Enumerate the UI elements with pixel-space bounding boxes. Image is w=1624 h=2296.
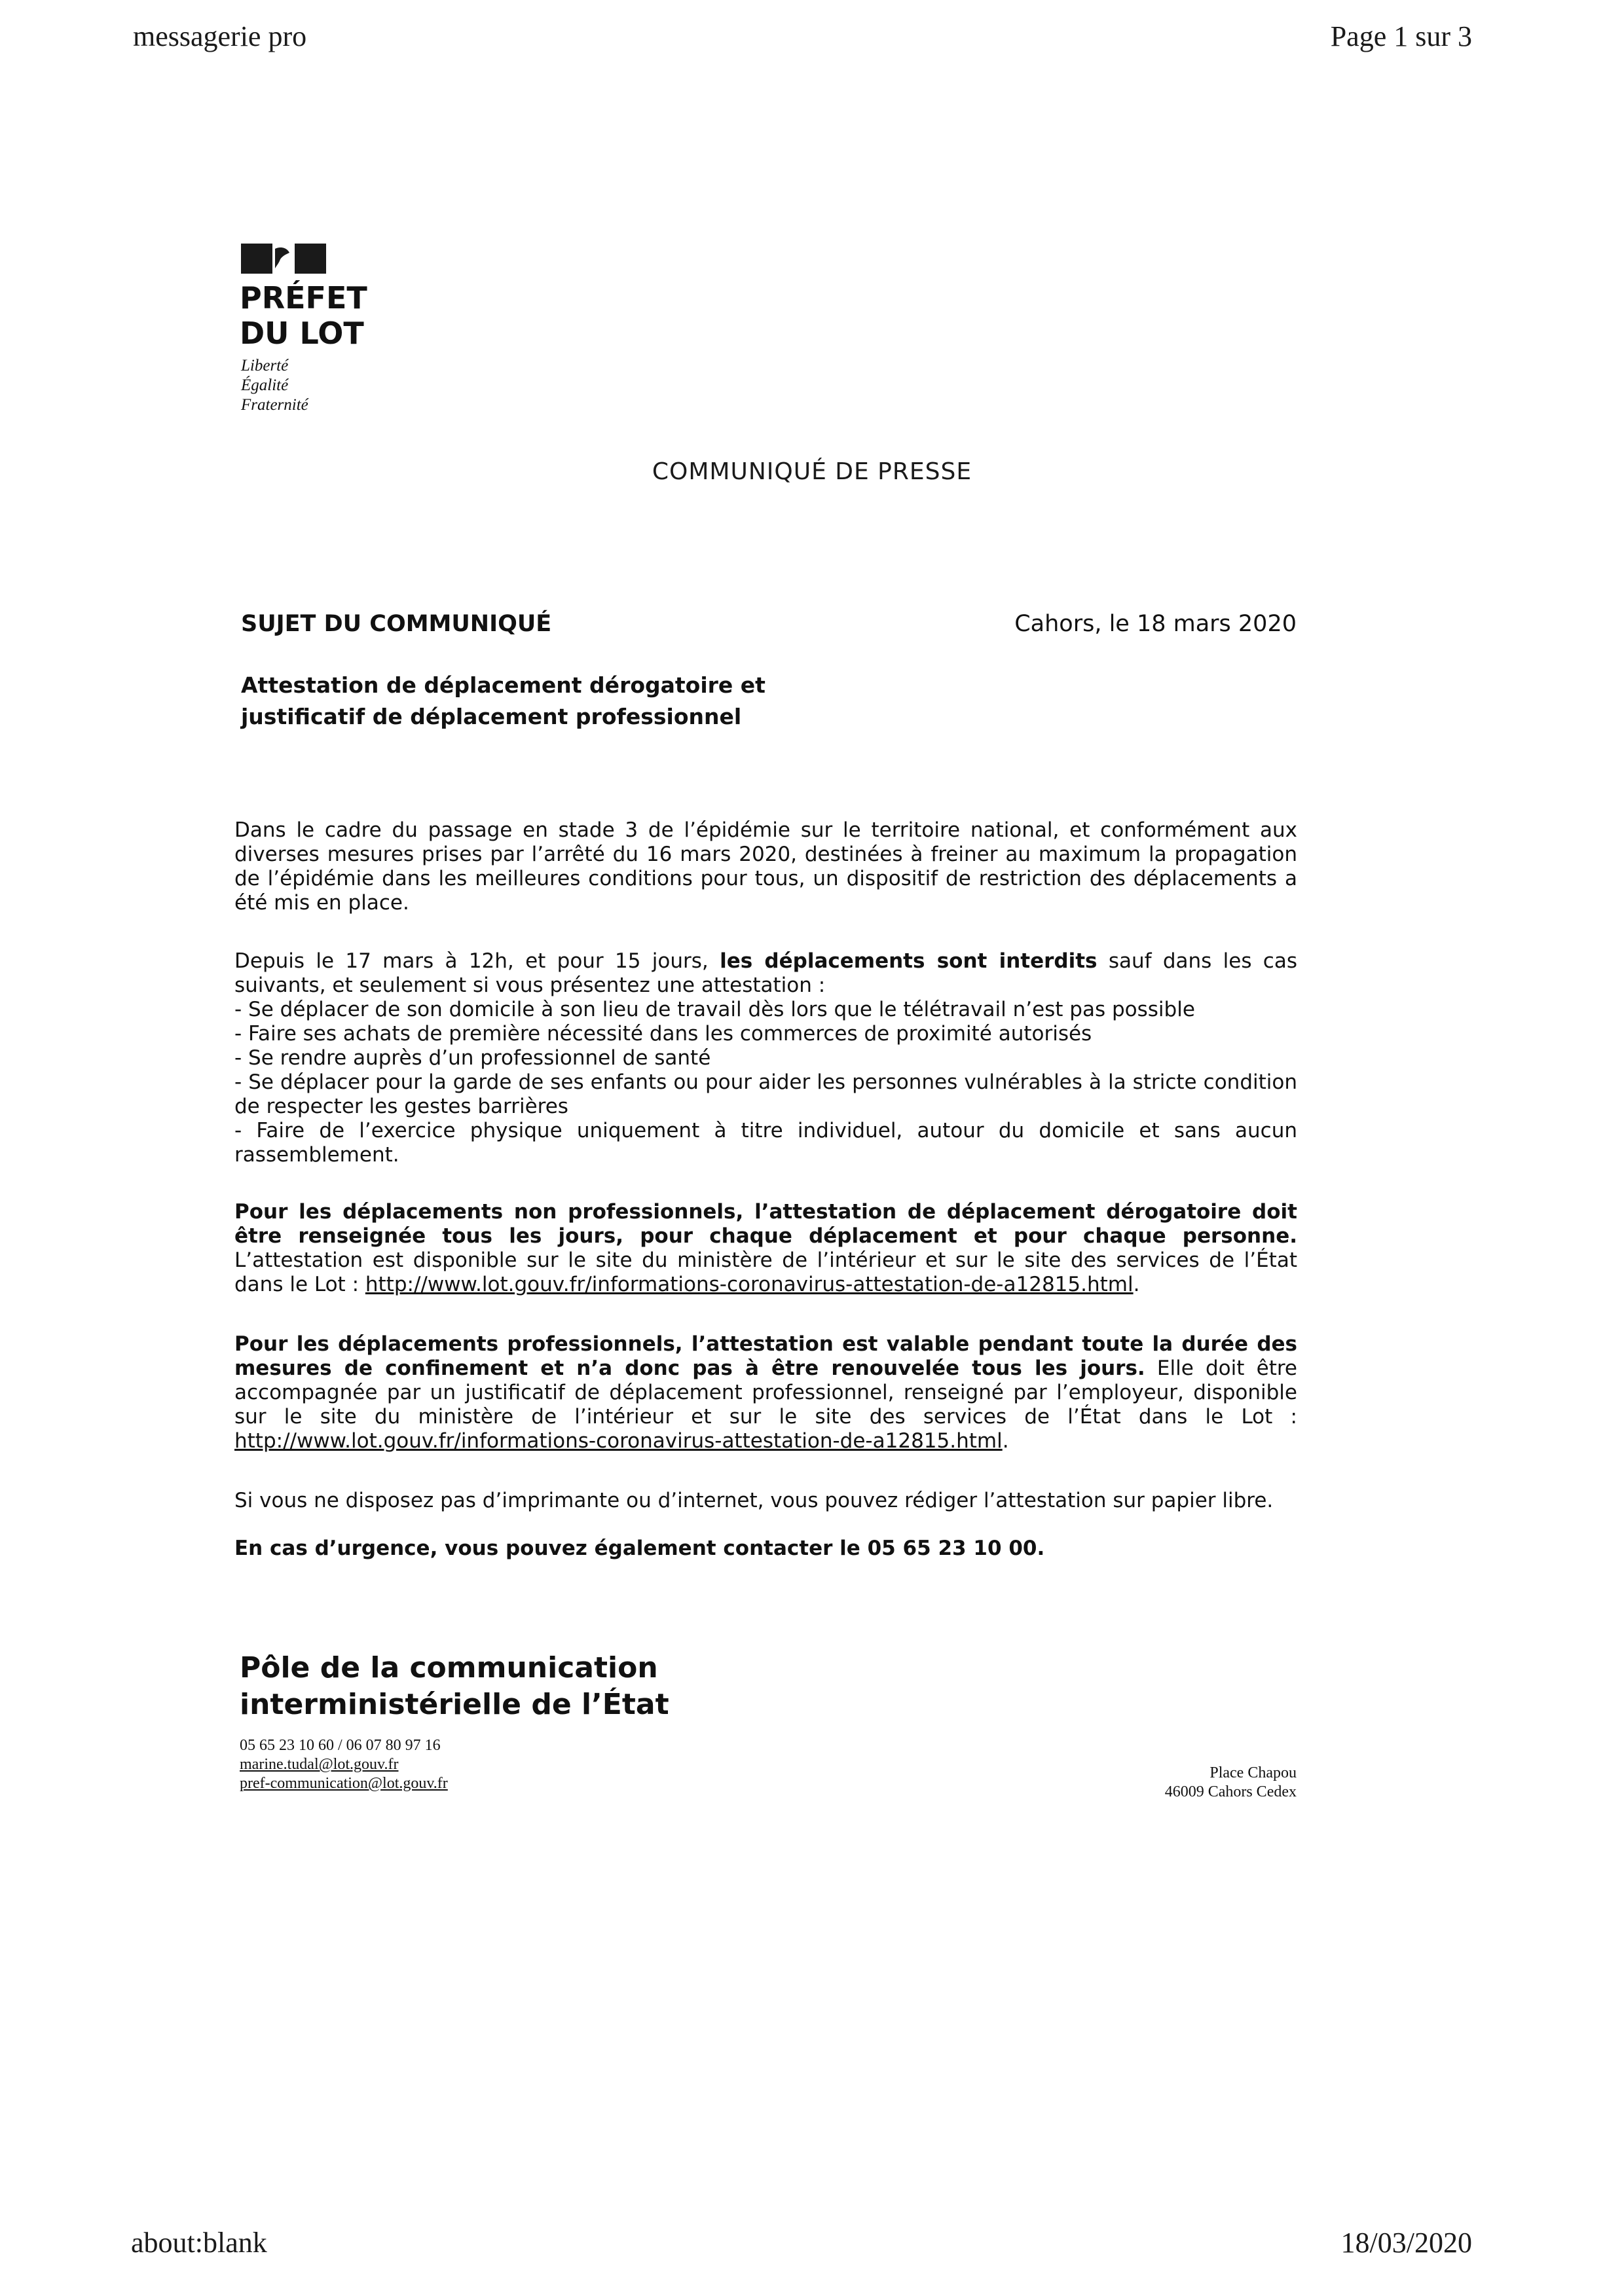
restrictions-intro-bold: les déplacements sont interdits bbox=[720, 949, 1098, 973]
contact-email-tudal[interactable]: marine.tudal@lot.gouv.fr bbox=[240, 1756, 399, 1773]
address-line2: 46009 Cahors Cedex bbox=[1164, 1783, 1297, 1800]
print-footer-url: about:blank bbox=[131, 2227, 267, 2259]
print-header-left: messagerie pro bbox=[133, 20, 307, 52]
subject-label: SUJET DU COMMUNIQUÉ bbox=[241, 611, 552, 637]
dateline: Cahors, le 18 mars 2020 bbox=[1014, 611, 1297, 637]
paragraph-context: Dans le cadre du passage en stade 3 de l’épidémie sur le territoire national, et conformément aux diverses mesures prises par l’arrêté du 16 mars 2020, destinées à freiner au maximum la propagation de l’épidémie dans les meilleures conditions pour tous, un dispositif de restriction des déplacements a été mis en place. bbox=[234, 818, 1297, 915]
non-professional-text: L’attestation est disponible sur le site du ministère de l’intérieur et sur le site des services de l’État dans le Lot : bbox=[234, 1248, 1297, 1296]
motto-fraternite: Fraternité bbox=[241, 396, 308, 414]
communication-pole-title bbox=[240, 1650, 669, 1723]
non-professional-bold: Pour les déplacements non professionnels, l’attestation de déplacement dérogatoire doit être renseignée tous les jours, pour chaque déplacement et pour chaque personne. bbox=[234, 1200, 1297, 1248]
pole-title-line1: Pôle de la communication bbox=[240, 1651, 658, 1685]
release-heading-line1: Attestation de déplacement dérogatoire et bbox=[241, 672, 766, 698]
paragraph-no-printer: Si vous ne disposez pas d’imprimante ou d’internet, vous pouvez rédiger l’attestation sur papier libre. bbox=[234, 1489, 1274, 1512]
contact-phones: 05 65 23 10 60 / 06 07 80 97 16 bbox=[240, 1737, 441, 1754]
attestation-link[interactable]: http://www.lot.gouv.fr/informations-coronavirus-attestation-de-a12815.html bbox=[365, 1273, 1134, 1296]
paragraph-restrictions bbox=[234, 949, 1297, 1167]
paragraph-emergency: En cas d’urgence, vous pouvez également contacter le 05 65 23 10 00. bbox=[234, 1537, 1045, 1560]
paragraph-non-professional bbox=[234, 1200, 1297, 1297]
print-footer-date: 18/03/2020 bbox=[1340, 2227, 1472, 2259]
marianne-logo bbox=[241, 244, 326, 274]
paragraph-professional bbox=[234, 1332, 1297, 1453]
motto-liberte: Liberté bbox=[241, 357, 289, 374]
postal-address bbox=[1165, 1764, 1297, 1802]
contact-email-communication[interactable]: pref-communication@lot.gouv.fr bbox=[240, 1775, 448, 1792]
prefecture-title-line2: DU LOT bbox=[240, 316, 364, 351]
list-item: - Se déplacer de son domicile à son lieu de travail dès lors que le télétravail n’est pas possible bbox=[234, 998, 1195, 1021]
contact-details bbox=[240, 1736, 448, 1793]
republic-motto bbox=[241, 356, 308, 415]
justificatif-link[interactable]: http://www.lot.gouv.fr/informations-coronavirus-attestation-de-a12815.html bbox=[234, 1429, 1003, 1453]
professional-end: . bbox=[1002, 1429, 1009, 1453]
prefecture-title bbox=[240, 280, 367, 351]
press-release-title: COMMUNIQUÉ DE PRESSE bbox=[652, 458, 972, 485]
print-header-page-number: Page 1 sur 3 bbox=[1330, 20, 1472, 52]
professional-bold: Pour les déplacements professionnels, l’attestation est valable pendant toute la durée des mesures de confinement et n’a donc pas à être renouvelée tous les jours. bbox=[234, 1332, 1297, 1380]
restrictions-intro-end: sauf dans les cas suivants, et seulement si vous présentez une attestation : bbox=[234, 949, 1297, 997]
release-heading bbox=[241, 670, 766, 733]
release-heading-line2: justificatif de déplacement professionnel bbox=[241, 704, 742, 729]
professional-text: Elle doit être accompagnée par un justificatif de déplacement professionnel, renseigné par l’employeur, disponible sur le site du ministère de l’intérieur et sur le site des services de l’État dans le Lot : bbox=[234, 1357, 1297, 1429]
restrictions-intro bbox=[234, 949, 1297, 998]
non-professional-end: . bbox=[1133, 1273, 1140, 1296]
list-item: - Se rendre auprès d’un professionnel de santé bbox=[234, 1046, 711, 1070]
list-item: - Se déplacer pour la garde de ses enfants ou pour aider les personnes vulnérables à la stricte condition de respecter les gestes barrières bbox=[234, 1070, 1297, 1118]
list-item: - Faire de l’exercice physique uniquement à titre individuel, autour du domicile et sans aucun rassemblement. bbox=[234, 1119, 1297, 1167]
prefecture-title-line1: PRÉFET bbox=[240, 280, 367, 316]
restrictions-intro-start: Depuis le 17 mars à 12h, et pour 15 jours, bbox=[234, 949, 720, 973]
list-item: - Faire ses achats de première nécessité dans les commerces de proximité autorisés bbox=[234, 1022, 1092, 1046]
address-line1: Place Chapou bbox=[1209, 1764, 1297, 1781]
pole-title-line2: interministérielle de l’État bbox=[240, 1688, 669, 1721]
motto-egalite: Égalité bbox=[241, 376, 289, 394]
